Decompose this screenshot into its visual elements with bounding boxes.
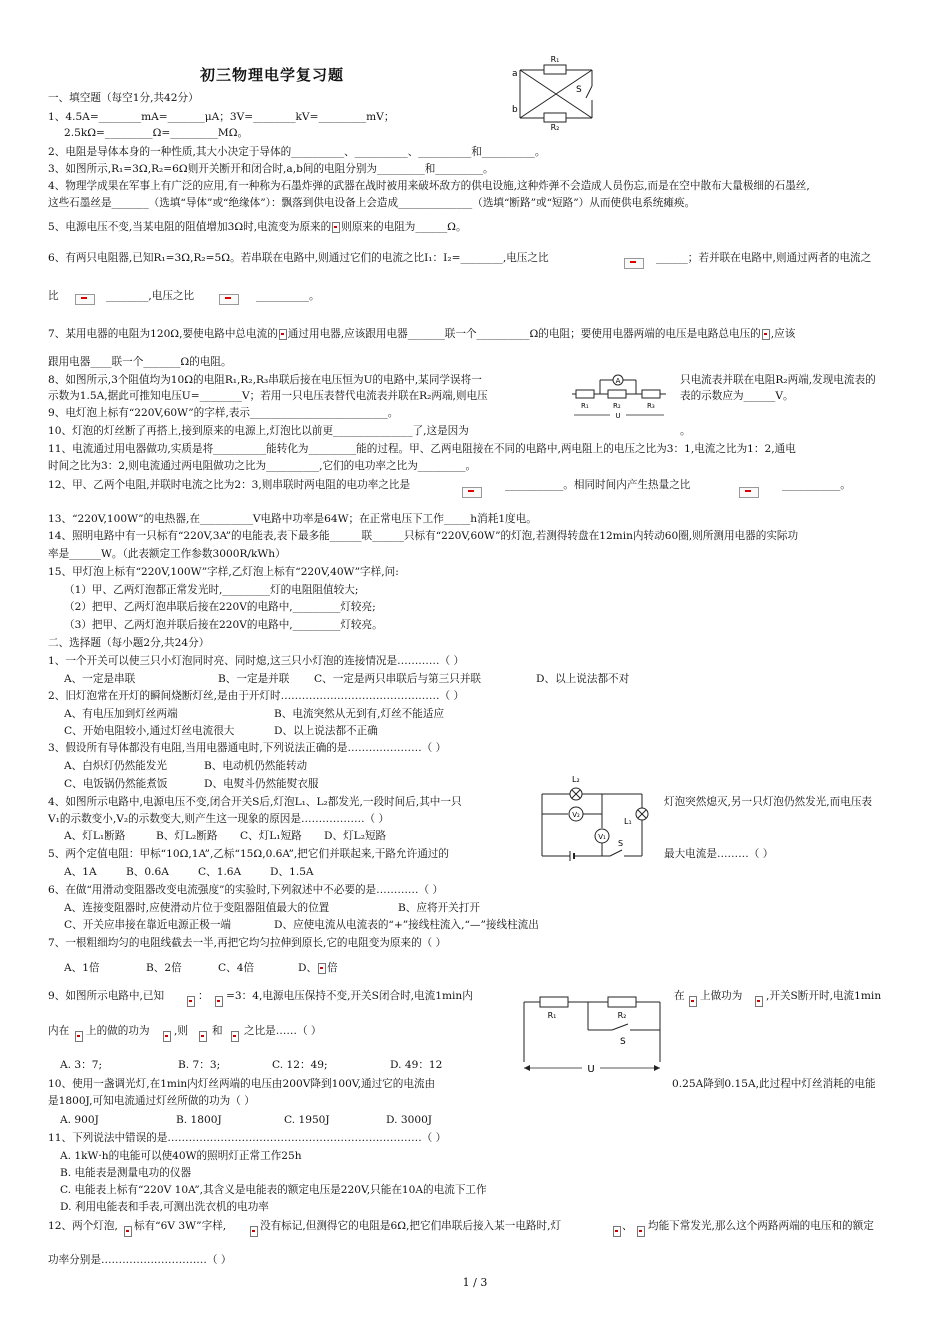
section-heading-fill-in: 一、填空题（每空1分,共42分） xyxy=(48,92,199,104)
label-ammeter: A xyxy=(615,377,621,385)
question-1-line-1: 1、4.5A=________mA=_______μA；3V=________kV=_________mV； xyxy=(48,111,395,123)
choice-4-option-c: C、灯L₁短路 xyxy=(240,830,302,842)
choice-5-right: 最大电流是………（ ） xyxy=(664,848,774,860)
question-15: 15、甲灯泡上标有“220V,100W”字样,乙灯泡上标有“220V,40W”字样,问: xyxy=(48,566,399,578)
question-8-line-1: 8、如图所示,3个阻值均为10Ω的电阻R₁,R₂,R₃串联后接在电压恒为U的电路中,某同学误将一 xyxy=(48,374,482,386)
choice-11: 11、下列说法中错误的是………………………………………………………………（ ） xyxy=(48,1132,447,1144)
question-6-text-d: ________,电压之比 xyxy=(106,290,195,302)
label-r1: R₁ xyxy=(550,55,560,64)
choice-1-option-b: B、一定是并联 xyxy=(218,673,290,685)
question-1-line-2: 2.5kΩ=_________Ω=_________MΩ。 xyxy=(64,127,249,139)
choice-4-option-d: D、灯L₂短路 xyxy=(324,830,387,842)
choice-9-text-a: 9、如图所示电路中,已知 xyxy=(48,990,165,1002)
label-r1: R₁ xyxy=(581,402,589,410)
choice-4-option-b: B、灯L₂断路 xyxy=(156,830,218,842)
label-a: a xyxy=(512,69,518,79)
choice-2-option-b: B、电流突然从无到有,灯丝不能适应 xyxy=(274,708,445,720)
symbol-icon xyxy=(199,1031,207,1042)
choice-3: 3、假设所有导体都没有电阻,当用电器通电时,下列说法正确的是…………………（ ） xyxy=(48,742,447,754)
choice-6-option-a: A、连接变阻器时,应使滑动片位于变阻器阻值最大的位置 xyxy=(64,902,330,914)
question-6-text-c: 比 xyxy=(48,290,59,302)
choice-4-option-a: A、灯L₁断路 xyxy=(64,830,126,842)
choice-6-option-b: B、应将开关打开 xyxy=(398,902,480,914)
choice-10-line-1: 10、使用一盏调光灯,在1min内灯丝两端的电压由200V降到100V,通过它的电流由 xyxy=(48,1078,436,1090)
symbol-icon xyxy=(75,1031,83,1042)
symbol-icon xyxy=(215,996,223,1007)
fraction-icon xyxy=(279,329,287,340)
question-7-text-c: ,应该 xyxy=(770,328,796,340)
choice-10-option-a: A. 900J xyxy=(60,1114,99,1126)
choice-5-option-c: C、1.6A xyxy=(198,866,242,878)
ratio-formula-icon xyxy=(219,294,239,305)
symbol-icon xyxy=(124,1226,132,1237)
choice-9-text-c: =3：4,电源电压保持不变,开关S闭合时,电流1min内 xyxy=(226,990,473,1002)
question-5-text-b: 则原来的电阻为______Ω。 xyxy=(341,221,467,233)
choice-5-option-b: B、0.6A xyxy=(126,866,169,878)
label-u: U xyxy=(587,1064,595,1075)
question-15-part-1: （1）甲、乙两灯泡都正常发光时,_________灯的电阻阻值较大; xyxy=(64,584,359,596)
choice-9-text-k: 之比是……（ ） xyxy=(244,1025,322,1037)
choice-6-option-c: C、开关应串接在靠近电源正极一端 xyxy=(64,919,232,931)
question-15-part-3: （3）把甲、乙两灯泡并联后接在220V的电路中,_________灯较亮。 xyxy=(64,619,383,631)
choice-1-option-c: C、一定是两只串联后与第三只并联 xyxy=(314,673,482,685)
symbol-icon xyxy=(613,1226,621,1237)
choice-1-option-a: A、一定是串联 xyxy=(64,673,136,685)
choice-10-option-d: D. 3000J xyxy=(386,1114,433,1126)
label-l1: L₁ xyxy=(624,817,632,826)
symbol-icon xyxy=(187,996,195,1007)
choice-9-text-i: ,则 xyxy=(174,1025,188,1037)
choice-4-line-2: V₁的示数变小,V₂的示数变大,则产生这一现象的原因是………………（ ） xyxy=(48,813,390,825)
choice-7-option-c: C、4倍 xyxy=(218,962,255,974)
choice-3-option-b: B、电动机仍然能转动 xyxy=(204,760,308,772)
choice-7: 7、一根粗细均匀的电阻线截去一半,再把它均匀拉伸到原长,它的电阻变为原来的（ ） xyxy=(48,937,447,949)
choice-7-option-d xyxy=(298,962,338,975)
choice-9-text-e: 上做功为 xyxy=(700,990,743,1002)
fraction-icon xyxy=(318,963,326,974)
symbol-icon xyxy=(231,1031,239,1042)
question-9: 9、电灯泡上标有“220V,60W”的字样,表示__________________________。 xyxy=(48,407,399,419)
ratio-formula-icon xyxy=(739,487,759,498)
choice-11-option-d: D. 利用电能表和手表,可测出洗衣机的电功率 xyxy=(60,1201,269,1213)
choice-12-text-e: 均能下常发光,那么这个两路两端的电压和的额定 xyxy=(648,1220,874,1232)
label-r2: R₂ xyxy=(613,402,621,410)
question-11-line-2: 时间之比为3：2,则电流通过两电阻做功之比为__________,它们的电功率之比为_________。 xyxy=(48,460,477,472)
choice-7-option-d-text: D、 xyxy=(298,962,318,974)
choice-2: 2、旧灯泡常在开灯的瞬间烧断灯丝,是由于开灯时………………………………………（ ） xyxy=(48,690,465,702)
choice-7-option-a: A、1倍 xyxy=(64,962,100,974)
label-v2: V₂ xyxy=(572,811,580,819)
choice-6-option-d: D、应使电流从电流表的“+”接线柱流入,“—”接线柱流出 xyxy=(274,919,539,931)
question-5 xyxy=(48,221,467,234)
choice-12-line-2: 功率分别是…………………………（ ） xyxy=(48,1254,232,1266)
page-number: 1 / 3 xyxy=(462,1276,488,1289)
question-15-part-2: （2）把甲、乙两灯泡串联后接在220V的电路中,_________灯较亮; xyxy=(64,601,376,613)
choice-2-option-a: A、有电压加到灯丝两端 xyxy=(64,708,178,720)
choice-9-text-d: 在 xyxy=(674,990,685,1002)
choice-10-option-c: C. 1950J xyxy=(284,1114,330,1126)
choice-10-option-b: B. 1800J xyxy=(176,1114,222,1126)
question-8-line-2-right: 表的示数应为______V。 xyxy=(680,390,794,402)
choice-1-option-d: D、以上说法都不对 xyxy=(536,673,630,685)
question-6-text-b: ______；若并联在电路中,则通过两者的电流之 xyxy=(656,252,872,264)
question-14-line-1: 14、照明电路中有一只标有“220V,3A”的电能表,表下最多能______联______只标有“220V,60W”的灯泡,若测得转盘在12min内转动60圈,则所测用电器的实际功 xyxy=(48,530,799,542)
question-7-line-2: 跟用电器____联一个_______Ω的电阻。 xyxy=(48,356,232,368)
label-r3: R₃ xyxy=(647,402,655,410)
choice-9-option-c: C. 12：49; xyxy=(272,1059,328,1071)
choice-11-option-c: C. 电能表上标有“220V 10A”,其含义是电能表的额定电压是220V,只能在10A的电流下工作 xyxy=(60,1184,487,1196)
choice-7-option-b: B、2倍 xyxy=(146,962,182,974)
label-u: U xyxy=(615,412,621,420)
question-6-text-e: __________。 xyxy=(256,290,320,302)
ratio-formula-icon xyxy=(75,294,95,305)
ratio-formula-icon xyxy=(624,258,644,269)
circuit-diagram-q8 xyxy=(570,370,670,420)
section-heading-choice: 二、选择题（每小题2分,共24分） xyxy=(48,637,210,649)
fraction-icon xyxy=(332,222,340,233)
choice-9-option-b: B. 7：3; xyxy=(178,1059,221,1071)
label-r2: R₂ xyxy=(617,1011,627,1020)
question-6-text-a: 6、有两只电阻器,已知R₁=3Ω,R₂=5Ω。若串联在电路中,则通过它们的电流之比I₁：I₂=________,电压之比 xyxy=(48,252,549,264)
choice-12-text-d: 、 xyxy=(622,1220,633,1232)
label-s: S xyxy=(620,1037,626,1047)
choice-9-text-b: ： xyxy=(198,990,209,1002)
symbol-icon xyxy=(689,996,697,1007)
question-8-line-2: 示数为1.5A,据此可推知电压U=________V；若用一只电压表替代电流表并联在R₂两端,则电压 xyxy=(48,390,488,402)
label-r1: R₁ xyxy=(547,1011,557,1020)
question-11-line-1: 11、电流通过用电器做功,实质是将__________能转化为_________能的过程。甲、乙两电阻接在不同的电路中,两电阻上的电压之比为3：1,电流之比为1：2,通电 xyxy=(48,443,796,455)
circuit-diagram-q3 xyxy=(512,55,602,132)
choice-9-text-h: 上的做的功为 xyxy=(86,1025,150,1037)
question-7-line-1 xyxy=(48,328,795,341)
choice-9-option-a: A. 3：7; xyxy=(60,1059,103,1071)
choice-9-option-d: D. 49：12 xyxy=(390,1059,443,1071)
question-10-end: 。 xyxy=(680,425,691,437)
choice-10-line-2: 是1800J,可知电流通过灯丝所做的功为（ ） xyxy=(48,1095,255,1107)
choice-4-line-1: 4、如图所示电路中,电源电压不变,闭合开关S后,灯泡L₁、L₂都发光,一段时间后,其中一只 xyxy=(48,796,462,808)
question-12-text-c: ___________。 xyxy=(782,479,851,491)
label-r2: R₂ xyxy=(550,123,560,132)
choice-2-option-d: D、以上说法都不正确 xyxy=(274,725,378,737)
choice-11-option-a: A. 1kW·h的电能可以使40W的照明灯正常工作25h xyxy=(60,1150,302,1162)
question-4-line-2: 这些石墨丝是_______（选填“导体”或“绝缘体”）：飘落到供电设备上会造成______________（选填“断路”或“短路”）从而使供电系统瘫痪。 xyxy=(48,197,696,209)
ratio-formula-icon xyxy=(462,487,482,498)
choice-5-option-a: A、1A xyxy=(64,866,97,878)
label-v1: V₁ xyxy=(598,833,606,841)
choice-7-option-d-unit: 倍 xyxy=(327,962,338,974)
choice-3-option-a: A、白炽灯仍然能发光 xyxy=(64,760,167,772)
question-12-text-b: ___________。相同时间内产生热量之比 xyxy=(505,479,691,491)
choice-3-option-d: D、电熨斗仍然能熨衣服 xyxy=(204,778,319,790)
question-13: 13、“220V,100W”的电热器,在__________V电路中功率是64W；在正常电压下工作_____h消耗1度电。 xyxy=(48,513,537,525)
choice-5: 5、两个定值电阻：甲标“10Ω,1A”,乙标“15Ω,0.6A”,把它们并联起来,干路允许通过的 xyxy=(48,848,449,860)
question-10: 10、灯泡的灯丝断了再搭上,接到原来的电源上,灯泡比以前更_______________了,这是因为 xyxy=(48,425,469,437)
choice-9-text-f: ,开关S断开时,电流1min xyxy=(766,990,882,1002)
choice-12-text-c: 没有标记,但测得它的电阻是6Ω,把它们串联后接入某一电路时,灯 xyxy=(260,1220,562,1232)
circuit-diagram-choice4 xyxy=(538,772,658,864)
symbol-icon xyxy=(755,996,763,1007)
choice-3-option-c: C、电饭锅仍然能煮饭 xyxy=(64,778,168,790)
choice-9-text-j: 和 xyxy=(212,1025,223,1037)
question-3: 3、如图所示,R₁=3Ω,R₂=6Ω则开关断开和闭合时,a,b间的电阻分别为_________和_________。 xyxy=(48,163,494,175)
choice-10-line-1-right: 0.25A降到0.15A,此过程中灯丝消耗的电能 xyxy=(672,1078,876,1090)
question-8-line-1-right: 只电流表并联在电阻R₂两端,发现电流表的 xyxy=(680,374,876,386)
choice-9-text-g: 内在 xyxy=(48,1025,70,1037)
question-14-line-2: 率是______W。（此表额定工作参数3000R/kWh） xyxy=(48,548,286,560)
choice-12-text-a: 12、两个灯泡, xyxy=(48,1220,118,1232)
choice-4-line-1-right: 灯泡突然熄灭,另一只灯泡仍然发光,而电压表 xyxy=(664,796,873,808)
choice-11-option-b: B. 电能表是测量电功的仪器 xyxy=(60,1167,192,1179)
symbol-icon xyxy=(250,1226,258,1237)
question-7-text-a: 7、某用电器的电阻为120Ω,要使电路中总电流的 xyxy=(48,328,278,340)
choice-12-text-b: 标有“6V 3W”字样, xyxy=(134,1220,227,1232)
label-s: S xyxy=(576,85,582,95)
choice-1: 1、一个开关可以使三只小灯泡同时亮、同时熄,这三只小灯泡的连接情况是…………（ ） xyxy=(48,655,465,667)
choice-5-option-d: D、1.5A xyxy=(270,866,314,878)
question-6-line-1 xyxy=(48,252,549,265)
symbol-icon xyxy=(163,1031,171,1042)
fraction-icon xyxy=(762,329,770,340)
question-4-line-1: 4、物理学成果在军事上有广泛的应用,有一种称为石墨炸弹的武器在战时被用来破坏敌方的供电设施,这种炸弹不会造成人员伤忘,而是在空中散布大量极细的石墨丝, xyxy=(48,180,810,192)
choice-2-option-c: C、开始电阻较小,通过灯丝电流很大 xyxy=(64,725,235,737)
page-title: 初三物理电学复习题 xyxy=(200,66,345,84)
question-5-text-a: 5、电源电压不变,当某电阻的阻值增加3Ω时,电流变为原来的 xyxy=(48,221,332,233)
question-12-text-a: 12、甲、乙两个电阻,并联时电流之比为2：3,则串联时两电阻的电功率之比是 xyxy=(48,479,411,491)
choice-6: 6、在做“用滑动变阻器改变电流强度”的实验时,下列叙述中不必要的是…………（ ） xyxy=(48,884,444,896)
question-7-text-b: 通过用电器,应该跟用电器_______联一个__________Ω的电阻；要使用电器两端的电压是电路总电压的 xyxy=(287,328,761,340)
question-2: 2、电阻是导体本身的一种性质,其大小决定于导体的__________、__________、__________和__________。 xyxy=(48,146,546,158)
symbol-icon xyxy=(637,1226,645,1237)
label-s: S xyxy=(618,839,624,848)
circuit-diagram-choice9 xyxy=(516,992,666,1082)
label-l2: L₂ xyxy=(572,775,580,784)
label-b: b xyxy=(512,105,518,115)
